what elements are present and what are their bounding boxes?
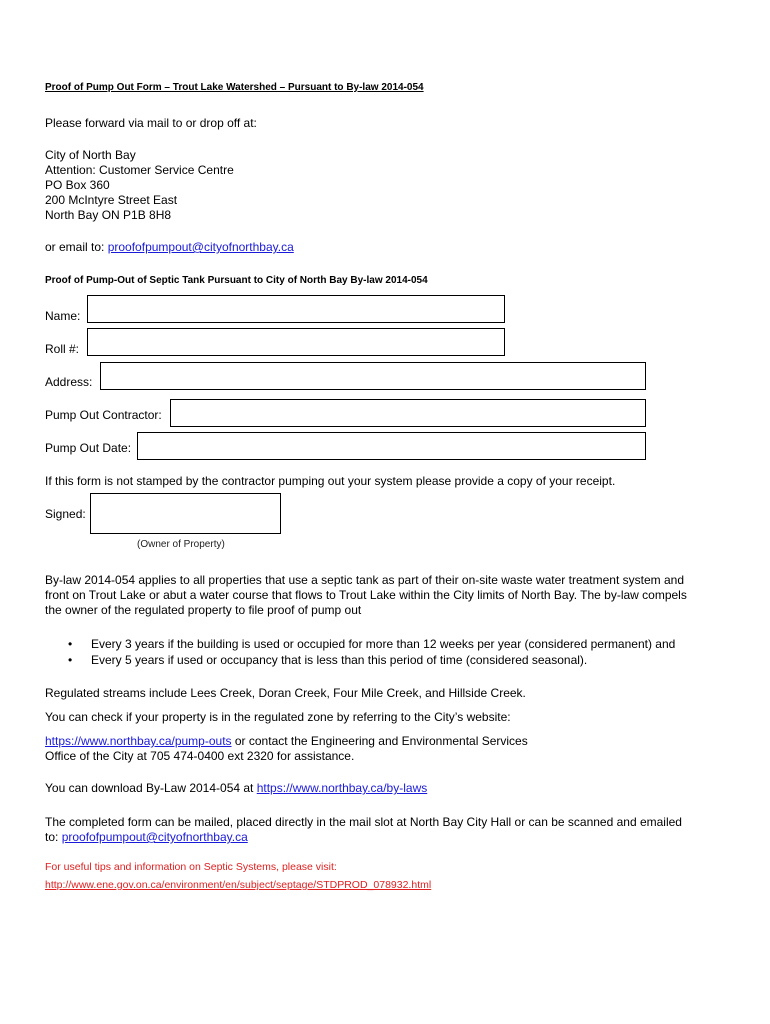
completed-form-block: [45, 815, 682, 845]
mailing-address: [45, 148, 234, 223]
completed-line: The completed form can be mailed, placed directly in the mail slot at North Bay City Hall or can be scanned and emailed: [45, 815, 682, 829]
roll-label: Roll #:: [45, 342, 80, 356]
address-label: Address:: [45, 375, 93, 389]
signed-caption: (Owner of Property): [137, 539, 225, 550]
paragraph-line: front on Trout Lake or abut a water course that flows to Trout Lake within the City limits of North Bay. The by-law compels: [45, 588, 687, 602]
contact-line: [45, 734, 528, 749]
contractor-field[interactable]: [170, 399, 646, 427]
roll-number-field[interactable]: [87, 328, 505, 356]
contact-block: [45, 734, 528, 764]
date-label: Pump Out Date:: [45, 441, 132, 455]
address-line: PO Box 360: [45, 178, 110, 192]
bullet-icon: •: [68, 653, 73, 667]
contact-suffix: or contact the Engineering and Environmental Services: [231, 734, 528, 748]
regulated-streams: Regulated streams include Lees Creek, Doran Creek, Four Mile Creek, and Hillside Creek.: [45, 686, 526, 700]
bullet-item: Every 3 years if the building is used or occupied for more than 12 weeks per year (considered permanent) and: [91, 637, 676, 651]
email-link[interactable]: proofofpumpout@cityofnorthbay.ca: [107, 240, 294, 254]
completed-email-link[interactable]: proofofpumpout@cityofnorthbay.ca: [61, 830, 248, 844]
address-line: City of North Bay: [45, 148, 136, 162]
bullet-icon: •: [68, 637, 73, 651]
email-line: [45, 240, 294, 255]
email-prefix: or email to:: [45, 240, 108, 254]
stamp-note: If this form is not stamped by the contractor pumping out your system please provide a copy of your receipt.: [45, 474, 616, 488]
bullet-item: Every 5 years if used or occupancy that is less than this period of time (considered seasonal).: [91, 653, 588, 667]
pump-out-date-field[interactable]: [137, 432, 646, 460]
paragraph-line: the owner of the regulated property to file proof of pump out: [45, 603, 362, 617]
signed-label: Signed:: [45, 507, 86, 521]
contact-line: Office of the City at 705 474-0400 ext 2320 for assistance.: [45, 749, 355, 763]
tips-text: For useful tips and information on Septic Systems, please visit:: [45, 861, 337, 873]
contractor-label: Pump Out Contractor:: [45, 408, 162, 422]
bylaw-paragraph: [45, 573, 687, 618]
address-field[interactable]: [100, 362, 646, 390]
paragraph-line: By-law 2014-054 applies to all properties that use a septic tank as part of their on-site waste water treatment system and: [45, 573, 684, 587]
address-line: North Bay ON P1B 8H8: [45, 208, 172, 222]
completed-prefix: to:: [45, 830, 62, 844]
forward-instructions: Please forward via mail to or drop off at:: [45, 116, 257, 130]
tips-link-line: [45, 879, 431, 891]
download-line: [45, 781, 427, 796]
bylaws-link[interactable]: https://www.northbay.ca/by-laws: [256, 781, 428, 795]
signature-field[interactable]: [90, 493, 281, 534]
check-text: You can check if your property is in the regulated zone by referring to the City’s website:: [45, 710, 511, 724]
completed-line: [45, 830, 682, 845]
address-line: 200 McIntyre Street East: [45, 193, 178, 207]
name-label: Name:: [45, 309, 81, 323]
download-prefix: You can download By-Law 2014-054 at: [45, 781, 257, 795]
septic-tips-link[interactable]: http://www.ene.gov.on.ca/environment/en/subject/septage/STDPROD_078932.html: [45, 879, 432, 891]
pump-outs-link[interactable]: https://www.northbay.ca/pump-outs: [45, 734, 232, 748]
name-field[interactable]: [87, 295, 505, 323]
address-line: Attention: Customer Service Centre: [45, 163, 234, 177]
section-heading: Proof of Pump-Out of Septic Tank Pursuant to City of North Bay By-law 2014-054: [45, 275, 428, 286]
page-title: Proof of Pump Out Form – Trout Lake Watershed – Pursuant to By-law 2014-054: [45, 82, 424, 93]
